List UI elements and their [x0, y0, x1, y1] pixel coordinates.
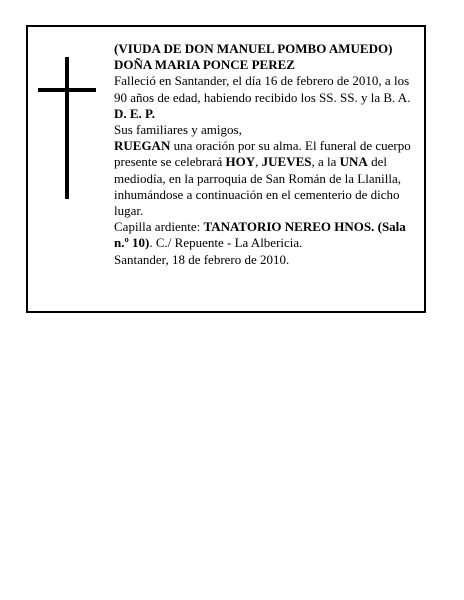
cross-horizontal-bar [38, 88, 96, 92]
ruegan-word: RUEGAN [114, 138, 171, 154]
notice-text [114, 41, 420, 268]
prayer-text: una oración por su alma. El funeral de cuerpo presente se celebrará [114, 138, 411, 170]
tanatorio-name: TANATORIO NEREO HNOS. [203, 219, 375, 235]
chapel-label: Capilla ardiente: [114, 219, 204, 235]
una-word: UNA [339, 154, 368, 170]
death-text: Falleció en Santander, el día 16 de febrero de 2010, a los 90 años de edad, habiendo recibido los SS. SS. y la B. A. [114, 73, 411, 105]
widow-line: (VIUDA DE DON MANUEL POMBO AMUEDO) [114, 41, 393, 56]
date-line: Santander, 18 de febrero de 2010. [114, 251, 290, 267]
hoy-word: HOY [225, 154, 256, 170]
family-line: Sus familiares y amigos, [114, 122, 242, 138]
comma-text: , [255, 154, 262, 170]
address-text: . C./ Repuente - La Albericia. [149, 235, 303, 251]
deceased-name: DOÑA MARIA PONCE PEREZ [114, 57, 295, 73]
chapel-paragraph [114, 219, 420, 251]
cross-vertical-bar [65, 57, 69, 199]
sala-number: (Sala n.º 10) [114, 219, 406, 251]
cross-icon [38, 57, 98, 199]
funeral-paragraph [114, 138, 420, 219]
obituary-notice [26, 25, 426, 313]
jueves-word: JUEVES [261, 154, 312, 170]
at-the-text: , a la [311, 154, 340, 170]
dep-line: D. E. P. [114, 105, 156, 121]
rest-text: del mediodía, en la parroquia de San Román de la Llanilla, inhumándose a continuación en el cementerio de dicho lugar. [114, 154, 401, 219]
